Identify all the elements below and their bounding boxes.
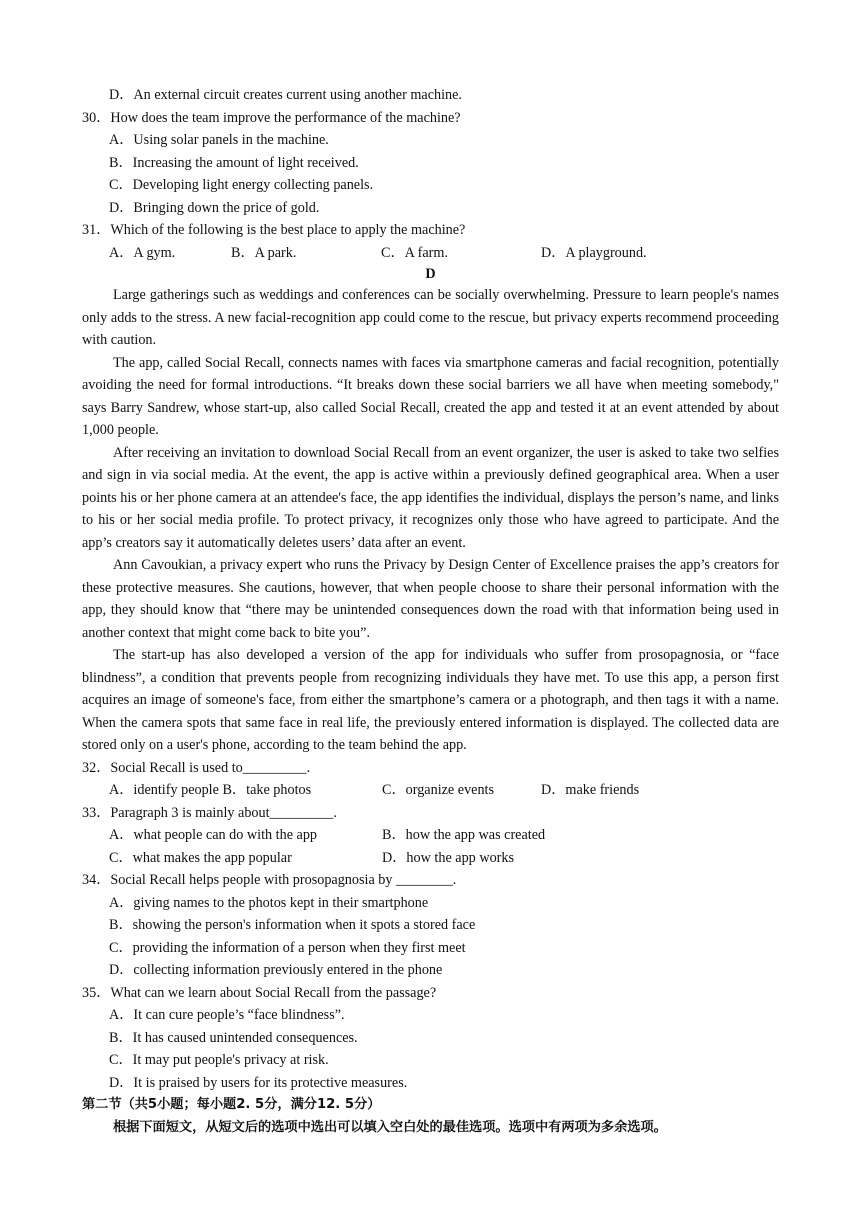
exam-page xyxy=(82,84,779,1139)
q34-stem: 34．Social Recall helps people with prosopagnosia by ________. xyxy=(82,872,457,888)
q32-option-ab: A．identify people B．take photos xyxy=(109,782,312,798)
passage-paragraph-5: The start-up has also developed a version of the app for individuals who suffer from prosopagnosia, or “face blindness”, a condition that prevents people from recognizing individuals they have met. To use this app, a person first acquires an image of someone's face, from either the smartphone’s camera or a photograph, and then tags it with a name. When the camera spots that same face in real life, the previously entered information is displayed. The collected data are stored only on a user's phone, according to the team behind the app. xyxy=(82,647,779,753)
q33-option-b: B．how the app was created xyxy=(382,827,546,843)
section-2-heading: 第二节（共5小题；每小题2. 5分，满分12. 5分） xyxy=(82,1097,381,1112)
q34-option-d: D．collecting information previously entered in the phone xyxy=(109,962,443,978)
q33-options-row-2 xyxy=(82,847,779,870)
q33-stem: 33．Paragraph 3 is mainly about_________. xyxy=(82,804,337,821)
q31-options xyxy=(82,242,779,265)
q33-option-c: C．what makes the app popular xyxy=(109,849,292,866)
passage-paragraph-1: Large gatherings such as weddings and conferences can be socially overwhelming. Pressure to learn people's names only adds to the stress. A new facial-recognition app could come to the rescue, but privacy experts recommend proceeding with caution. xyxy=(82,287,779,348)
passage-paragraph-3: After receiving an invitation to download Social Recall from an event organizer, the user is asked to take two selfies and sign in via social media. At the event, the app is active within a previously defined geographical area. When a user points his or her phone camera at an attendee's face, the app identifies the individual, displays the person’s name, and links to his or her social media profile. To protect privacy, it recognizes only those who have agreed to participate. And the app’s creators say it automatically deletes users’ data after an event. xyxy=(82,444,779,551)
q30-option-b: B．Increasing the amount of light received. xyxy=(109,154,359,171)
q33-options-row-1 xyxy=(82,824,779,847)
q30-option-a: A．Using solar panels in the machine. xyxy=(109,132,329,148)
q35-option-d: D．It is praised by users for its protective measures. xyxy=(109,1074,408,1091)
q33-option-d: D．how the app works xyxy=(382,849,515,866)
passage-paragraph-4: Ann Cavoukian, a privacy expert who runs the Privacy by Design Center of Excellence praises the app’s creators for these protective measures. She cautions, however, that when people choose to share their personal information with the app, they should know that “there may be unintended consequences down the road with that information being used in another context that might come back to bite you”. xyxy=(82,557,779,641)
q33-option-a: A．what people can do with the app xyxy=(109,827,318,843)
passage-paragraph-2: The app, called Social Recall, connects names with faces via smartphone cameras and facial recognition, potentially avoiding the need for formal introductions. “It breaks down these social barriers we all have when meeting somebody," says Barry Sandrew, whose start-up, also called Social Recall, created the app and tested it at an event attended by about 1,000 people. xyxy=(82,354,779,438)
q35-option-a: A．It can cure people’s “face blindness”. xyxy=(109,1007,345,1023)
q31-option-a: A．A gym. xyxy=(109,244,176,261)
q32-option-d: D．make friends xyxy=(541,782,640,798)
q31-option-c: C．A farm. xyxy=(381,244,448,261)
q35-option-c: C．It may put people's privacy at risk. xyxy=(109,1052,329,1068)
q30-option-d: D．Bringing down the price of gold. xyxy=(109,199,320,216)
section-d-title: D xyxy=(425,266,436,282)
section-2-instruction: 根据下面短文，从短文后的选项中选出可以填入空白处的最佳选项。选项中有两项为多余选项。 xyxy=(113,1119,667,1135)
q30-stem: 30．How does the team improve the performance of the machine? xyxy=(82,109,461,126)
q34-option-c: C．providing the information of a person when they first meet xyxy=(109,939,466,956)
q34-option-b: B．showing the person's information when it spots a stored face xyxy=(109,917,476,933)
q30-option-c: C．Developing light energy collecting panels. xyxy=(109,177,374,193)
q31-option-d: D．A playground. xyxy=(541,244,647,261)
q32-option-c: C．organize events xyxy=(382,782,495,798)
q35-stem: 35．What can we learn about Social Recall from the passage? xyxy=(82,984,437,1001)
q34-option-a: A．giving names to the photos kept in their smartphone xyxy=(109,894,429,911)
q31-stem: 31．Which of the following is the best place to apply the machine? xyxy=(82,222,466,238)
q35-option-b: B．It has caused unintended consequences. xyxy=(109,1029,358,1046)
q29-option-d: D．An external circuit creates current using another machine. xyxy=(109,87,462,103)
q32-stem: 32．Social Recall is used to_________. xyxy=(82,759,311,776)
q31-option-b: B．A park. xyxy=(231,244,297,261)
q32-options xyxy=(82,779,779,802)
